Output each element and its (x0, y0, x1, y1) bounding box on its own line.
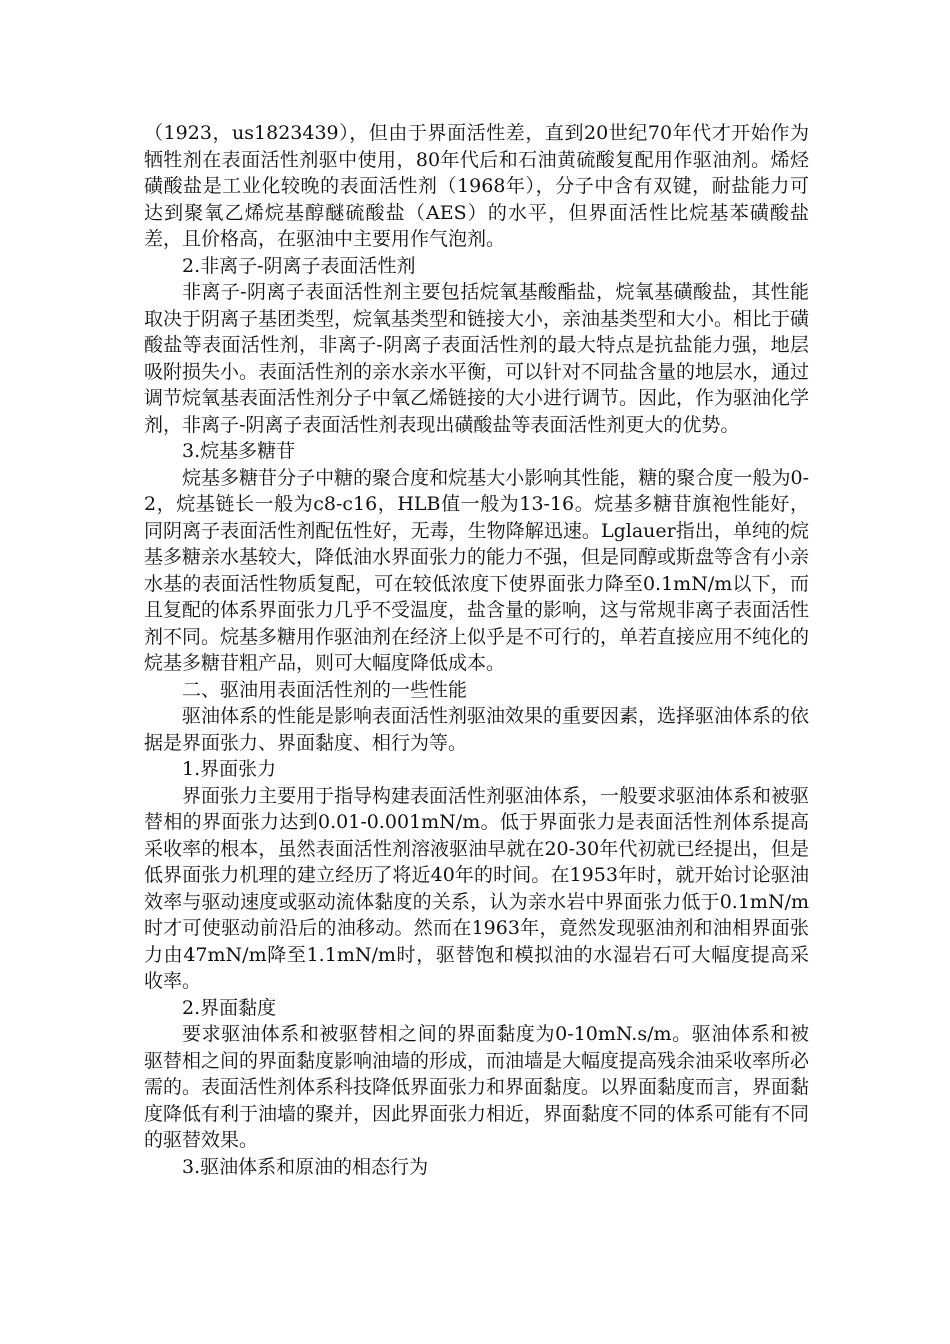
paragraph-section-two-intro: 驱油体系的性能是影响表面活性剂驱油效果的重要因素，选择驱油体系的依据是界面张力、界面黏度、相行为等。 (144, 705, 810, 754)
heading-alkyl-polyglycoside: 3.烷基多糖苷 (182, 440, 296, 462)
document-page (144, 120, 809, 1180)
paragraph-sulfonates: （1923，us1823439），但由于界面活性差，直到20世纪70年代才开始作为牺牲剂在表面活性剂驱中使用，80年代后和石油黄硫酸复配用作驱油剂。烯烃磺酸盐是工业化较晚的表面活性剂（1968年），分子中含有双键，耐盐能力可达到聚氧乙烯烷基醇醚硫酸盐（AES）的水平，但界面活性比烷基苯磺酸盐差，且价格高，在驱油中主要用作气泡剂。 (144, 122, 809, 250)
heading-interfacial-tension: 1.界面张力 (182, 758, 277, 780)
paragraph-interfacial-tension: 界面张力主要用于指导构建表面活性剂驱油体系，一般要求驱油体系和被驱替相的界面张力达到0.01-0.001mN/m。低于界面张力是表面活性剂体系提高采收率的根本，虽然表面活性剂溶液驱油早就在20-30年代初就已经提出，但是低界面张力机理的建立经历了将近40年的时间。在1953年时，就开始讨论驱油效率与驱动速度或驱动流体黏度的关系，认为亲水岩中界面张力低于0.1mN/m时才可使驱动前沿后的油移动。然而在1963年，竟然发现驱油剂和油相界面张力由47mN/m降至1.1mN/m时，驱替饱和模拟油的水湿岩石可大幅度提高采收率。 (144, 784, 810, 992)
heading-phase-behavior: 3.驱油体系和原油的相态行为 (182, 1155, 429, 1178)
heading-section-two: 二、驱油用表面活性剂的一些性能 (182, 678, 468, 701)
heading-interfacial-viscosity: 2.界面黏度 (182, 996, 277, 1019)
paragraph-alkyl-polyglycoside: 烷基多糖苷分子中糖的聚合度和烷基大小影响其性能，糖的聚合度一般为0-2，烷基链长一般为c8-c16，HLB值一般为13-16。烷基多糖苷旗袍性能好，同阴离子表面活性剂配伍性好，无毒，生物降解迅速。Lglauer指出，单纯的烷基多糖亲水基较大，降低油水界面张力的能力不强，但是同醇或斯盘等含有小亲水基的表面活性物质复配，可在较低浓度下使界面张力降至0.1mN/m以下，而且复配的体系界面张力几乎不受温度，盐含量的影响，这与常规非离子表面活性剂不同。烷基多糖用作驱油剂在经济上似乎是不可行的，单若直接应用不纯化的烷基多糖苷粗产品，则可大幅度降低成本。 (144, 466, 810, 674)
paragraph-nonionic-anionic: 非离子-阴离子表面活性剂主要包括烷氧基酸酯盐，烷氧基磺酸盐，其性能取决于阴离子基团类型，烷氧基类型和链接大小，亲油基类型和大小。相比于磺酸盐等表面活性剂，非离子-阴离子表面活性剂的最大特点是抗盐能力强，地层吸附损失小。表面活性剂的亲水亲水平衡，可以针对不同盐含量的地层水，通过调节烷氧基表面活性剂分子中氧乙烯链接的大小进行调节。因此，作为驱油化学剂，非离子-阴离子表面活性剂表现出磺酸盐等表面活性剂更大的优势。 (144, 281, 810, 436)
paragraph-interfacial-viscosity: 要求驱油体系和被驱替相之间的界面黏度为0-10mN.s/m。驱油体系和被驱替相之间的界面黏度影响油墙的形成，而油墙是大幅度提高残余油采收率所必需的。表面活性剂体系科技降低界面张力和界面黏度。以界面黏度而言，界面黏度降低有利于油墙的聚并，因此界面张力相近，界面黏度不同的体系可能有不同的驱替效果。 (144, 1023, 810, 1151)
heading-nonionic-anionic: 2.非离子-阴离子表面活性剂 (182, 254, 416, 277)
